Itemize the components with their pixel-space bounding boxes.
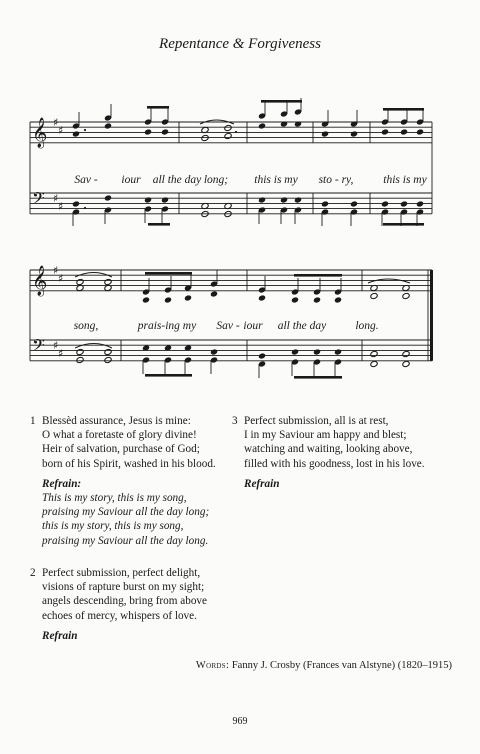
- note-head: [104, 356, 112, 363]
- note-head: [381, 128, 389, 135]
- note-head: [161, 196, 169, 203]
- verse-line: watching and waiting, looking above,: [244, 443, 413, 456]
- note-head: [416, 128, 424, 135]
- note-head: [144, 196, 152, 203]
- note-head: [258, 352, 266, 359]
- verse-line: Heir of salvation, purchase of God;: [42, 443, 200, 456]
- note-head: [258, 196, 266, 203]
- note-beam: [145, 272, 192, 275]
- lyric-syllable: Sav -: [74, 174, 98, 186]
- augmentation-dot: [235, 131, 237, 133]
- note-head: [313, 296, 321, 303]
- verse-number: 3: [232, 415, 238, 427]
- note-head: [184, 294, 192, 301]
- note-head: [164, 296, 172, 303]
- treble-clef-icon: 𝄞: [32, 118, 48, 148]
- final-barline-thick: [430, 270, 433, 361]
- tie-arc: [75, 344, 112, 349]
- note-head: [370, 292, 378, 299]
- note-head: [350, 130, 358, 137]
- lyric-syllable: iour: [243, 320, 263, 332]
- credit-text: Fanny J. Crosby (Frances van Alstyne) (1820–1915): [231, 660, 452, 671]
- note-head: [76, 278, 84, 285]
- note-head: [224, 132, 232, 139]
- augmentation-dot: [84, 129, 86, 131]
- lyric-syllable: long;: [203, 174, 229, 186]
- verse-line: Blessèd assurance, Jesus is mine:: [42, 415, 191, 427]
- tie-arc: [368, 279, 410, 283]
- note-head: [313, 348, 321, 355]
- refrain-label: Refrain:: [42, 477, 82, 490]
- note-head: [210, 348, 218, 355]
- note-head: [161, 128, 169, 135]
- note-head: [104, 348, 112, 355]
- lyric-syllable: iour: [121, 174, 141, 186]
- note-head: [258, 294, 266, 301]
- augmentation-dot: [84, 207, 86, 209]
- treble-clef-icon: 𝄞: [32, 266, 48, 296]
- verse-line: visions of rapture burst on my sight;: [42, 581, 205, 594]
- lyric-syllable: long.: [355, 320, 379, 332]
- verse-number: 2: [30, 567, 36, 579]
- verse-line: echoes of mercy, whispers of love.: [42, 609, 197, 622]
- verse-line: Perfect submission, all is at rest,: [244, 415, 389, 427]
- refrain-line: praising my Saviour all the day long.: [42, 534, 209, 547]
- note-head: [370, 350, 378, 357]
- note-beam: [383, 223, 424, 226]
- lyric-syllable: this is my: [383, 174, 427, 186]
- sharp-icon: ♯: [53, 339, 59, 353]
- note-head: [76, 356, 84, 363]
- note-head: [76, 348, 84, 355]
- note-beam: [261, 100, 302, 103]
- note-head: [321, 200, 329, 207]
- note-head: [142, 296, 150, 303]
- verse-line: born of his Spirit, washed in his blood.: [42, 457, 216, 470]
- note-head: [334, 296, 342, 303]
- verse-line: Perfect submission, perfect delight,: [42, 567, 201, 579]
- lyric-syllable: Sav -: [216, 320, 240, 332]
- note-head: [280, 120, 288, 127]
- note-head: [72, 200, 80, 207]
- note-head: [294, 120, 302, 127]
- credit-label: Words:: [195, 660, 230, 671]
- sharp-icon: ♯: [58, 200, 64, 213]
- lyric-syllable: song,: [73, 320, 99, 332]
- note-beam: [145, 374, 192, 377]
- note-head: [72, 130, 80, 137]
- refrain-label: Refrain: [42, 629, 78, 642]
- sharp-icon: ♯: [53, 116, 59, 129]
- note-head: [210, 290, 218, 297]
- lyric-syllable: sto - ry,: [318, 174, 354, 186]
- sharp-icon: ♯: [58, 347, 64, 360]
- bass-clef-icon: 𝄢: [32, 188, 45, 212]
- note-head: [402, 360, 410, 367]
- verse-line: filled with his goodness, lost in his love.: [244, 457, 425, 470]
- note-head: [402, 350, 410, 357]
- note-head: [291, 296, 299, 303]
- bass-clef-icon: 𝄢: [32, 335, 45, 359]
- note-beam: [383, 108, 424, 111]
- refrain-line: praising my Saviour all the day long;: [42, 506, 210, 519]
- note-head: [400, 128, 408, 135]
- note-head: [258, 122, 266, 129]
- lyric-syllable: all the day: [152, 174, 202, 186]
- note-head: [144, 128, 152, 135]
- note-head: [224, 124, 232, 131]
- verse-line: angels descending, bring from above: [42, 595, 207, 608]
- lyric-syllable: this is my: [254, 174, 298, 186]
- note-head: [294, 196, 302, 203]
- note-head: [370, 360, 378, 367]
- sharp-icon: ♯: [53, 192, 59, 206]
- note-head: [381, 200, 389, 207]
- note-beam: [148, 223, 170, 226]
- sharp-icon: ♯: [58, 271, 64, 285]
- sharp-icon: ♯: [53, 264, 59, 277]
- lyrics-system-1: [0, 174, 480, 190]
- note-head: [402, 292, 410, 299]
- verse-1: [30, 414, 250, 548]
- note-head: [104, 194, 112, 201]
- verse-number: 1: [30, 415, 36, 427]
- note-head: [400, 200, 408, 207]
- verse-line: I in my Saviour am happy and blest;: [244, 429, 407, 442]
- verse-line: O what a foretaste of glory divine!: [42, 429, 197, 442]
- note-head: [350, 200, 358, 207]
- lyrics-system-2: [0, 320, 480, 336]
- note-beam: [294, 274, 342, 277]
- verse-2: [30, 566, 250, 643]
- note-head: [280, 196, 288, 203]
- note-head: [104, 278, 112, 285]
- note-head: [291, 348, 299, 355]
- lyric-syllable: all the day: [277, 320, 327, 332]
- note-head: [416, 200, 424, 207]
- refrain-label: Refrain: [244, 477, 280, 490]
- lyric-syllable: prais-ing my: [137, 320, 197, 332]
- page-number: 969: [232, 716, 248, 727]
- note-beam: [294, 376, 342, 379]
- verse-3: [232, 414, 462, 491]
- note-beam: [147, 106, 169, 109]
- note-head: [321, 130, 329, 137]
- note-head: [334, 348, 342, 355]
- note-head: [104, 122, 112, 129]
- section-title: Repentance & Forgiveness: [159, 36, 321, 52]
- refrain-line: This is my story, this is my song,: [42, 492, 187, 505]
- words-credit: [0, 660, 452, 671]
- sharp-icon: ♯: [58, 123, 64, 137]
- refrain-line: this is my story, this is my song,: [42, 520, 184, 533]
